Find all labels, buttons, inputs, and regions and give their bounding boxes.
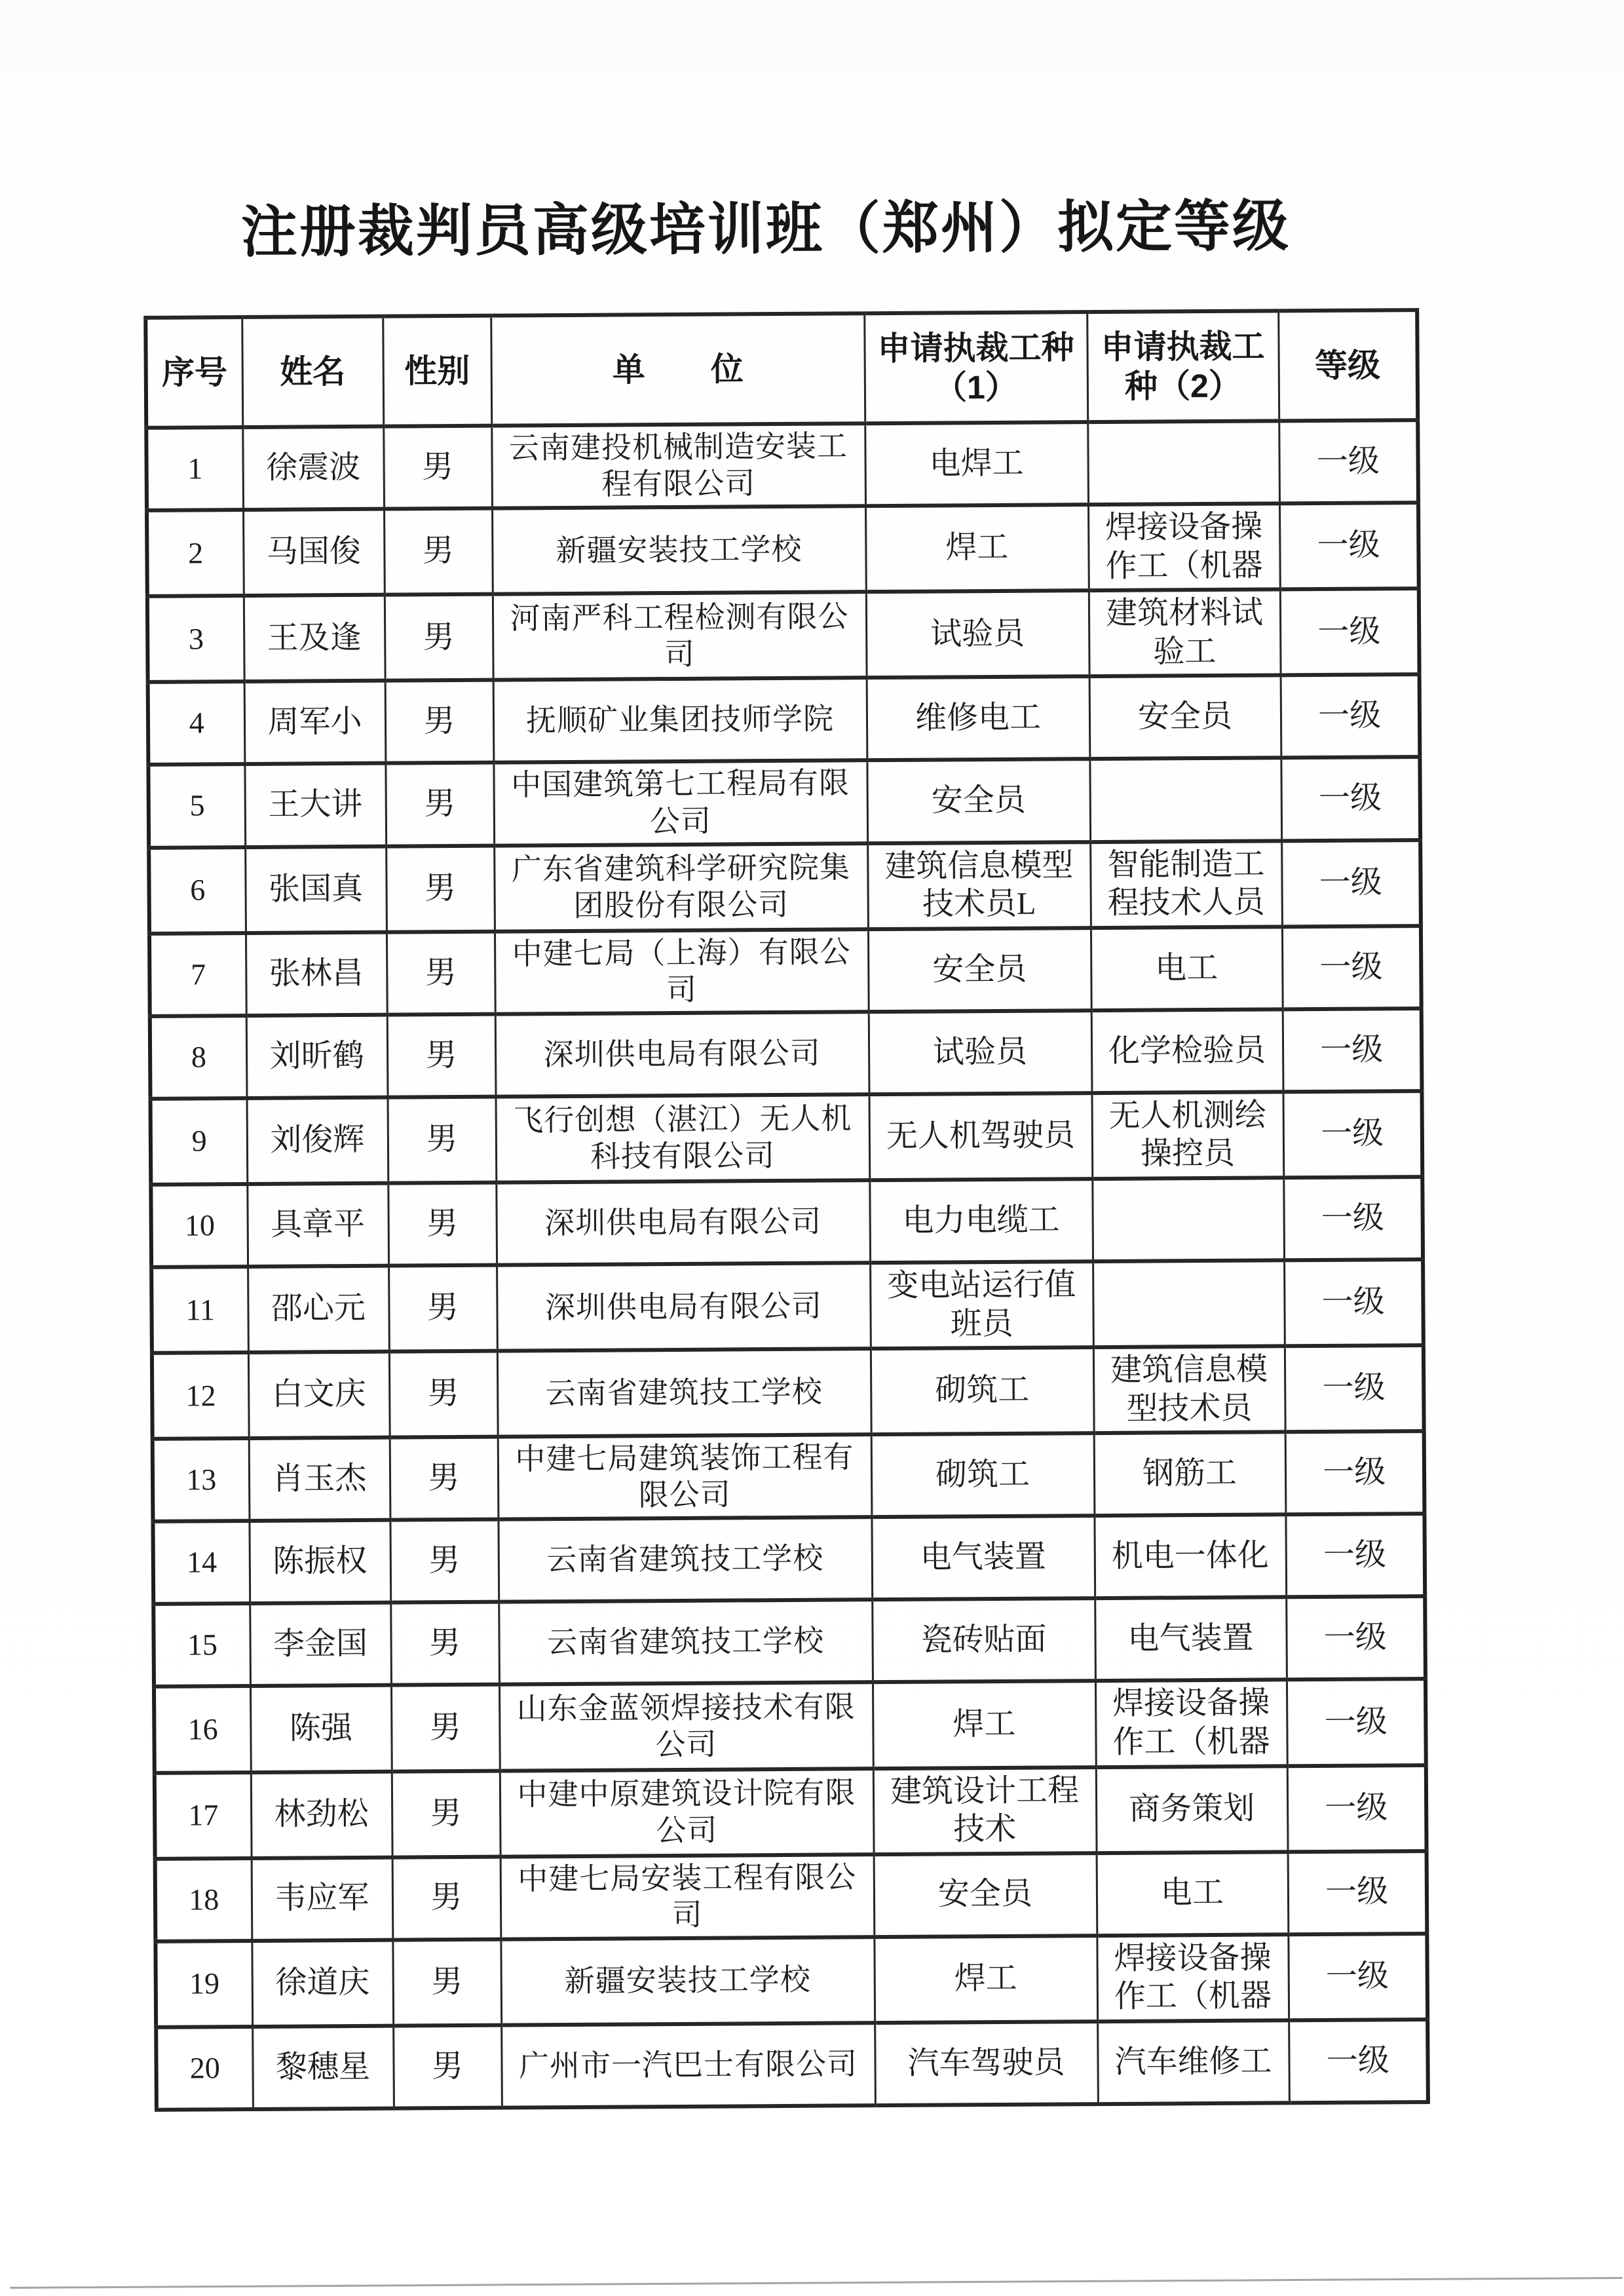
cell-job2: 电工 xyxy=(1091,927,1283,1010)
header-job1: 申请执裁工种 （1） xyxy=(864,312,1087,423)
cell-unit: 抚顺矿业集团技师学院 xyxy=(493,678,867,763)
cell-no: 9 xyxy=(151,1098,248,1185)
cell-grade: 一级 xyxy=(1283,1008,1422,1092)
table-row-14 xyxy=(153,1514,1425,1604)
cell-unit: 中建七局安装工程有限公司 xyxy=(500,1854,875,1940)
cell-job1: 电焊工 xyxy=(865,422,1088,506)
cell-job1: 变电站运行值班员 xyxy=(870,1261,1093,1349)
cell-name: 张国真 xyxy=(245,846,387,932)
cell-grade: 一级 xyxy=(1281,674,1420,757)
cell-job1: 焊工 xyxy=(874,1936,1097,2023)
cell-no: 4 xyxy=(148,681,245,765)
cell-unit: 中建中原建筑设计院有限公司 xyxy=(500,1769,874,1857)
cell-gender: 男 xyxy=(390,1437,499,1520)
cell-no: 5 xyxy=(148,764,245,847)
cell-gender: 男 xyxy=(392,1856,501,1940)
cell-name: 周军小 xyxy=(244,681,386,764)
cell-grade: 一级 xyxy=(1283,1177,1423,1260)
cell-job2: 建筑信息模型技术员 xyxy=(1093,1346,1285,1433)
table-row-17 xyxy=(155,1765,1427,1859)
cell-no: 14 xyxy=(153,1521,250,1604)
cell-job1: 试验员 xyxy=(866,590,1089,678)
cell-job1: 焊工 xyxy=(865,505,1089,592)
table-row-20 xyxy=(156,2019,1428,2110)
cell-name: 刘俊辉 xyxy=(247,1098,388,1184)
cell-job2: 无人机测绘操控员 xyxy=(1091,1092,1283,1179)
cell-job1: 电气装置 xyxy=(871,1516,1095,1600)
cell-grade: 一级 xyxy=(1281,840,1421,927)
cell-gender: 男 xyxy=(390,1602,499,1685)
cell-name: 王及逢 xyxy=(244,595,385,681)
scan-artifact-line xyxy=(10,2277,1623,2289)
cell-name: 马国俊 xyxy=(243,509,385,596)
cell-gender: 男 xyxy=(387,931,495,1014)
header-gender: 性别 xyxy=(383,316,491,427)
cell-no: 19 xyxy=(155,1941,252,2027)
cell-job1: 无人机驾驶员 xyxy=(869,1093,1092,1180)
cell-unit: 中建七局建筑装饰工程有限公司 xyxy=(498,1434,872,1520)
cell-name: 肖玉杰 xyxy=(249,1438,390,1521)
cell-name: 刘昕鹤 xyxy=(246,1015,388,1098)
cell-unit: 广州市一汽巴士有限公司 xyxy=(501,2023,875,2107)
cell-job1: 砌筑工 xyxy=(871,1347,1094,1434)
header-job2: 申请执裁工 种（2） xyxy=(1087,311,1279,422)
cell-name: 韦应军 xyxy=(252,1857,393,1941)
cell-unit: 飞行创想（湛江）无人机科技有限公司 xyxy=(496,1094,870,1183)
table-row-6 xyxy=(149,840,1421,934)
cell-gender: 男 xyxy=(393,2025,502,2109)
table-row-4 xyxy=(148,674,1420,765)
cell-name: 白文庆 xyxy=(248,1352,390,1438)
table-row-10 xyxy=(151,1177,1423,1267)
cell-job2: 汽车维修工 xyxy=(1097,2020,1289,2104)
cell-grade: 一级 xyxy=(1283,1091,1422,1177)
cell-gender: 男 xyxy=(387,1014,496,1098)
cell-grade: 一级 xyxy=(1288,1851,1427,1935)
cell-no: 15 xyxy=(153,1603,250,1687)
cell-unit: 云南省建筑技工学校 xyxy=(499,1600,873,1685)
cell-unit: 山东金蓝领焊接技术有限公司 xyxy=(499,1683,873,1771)
cell-no: 12 xyxy=(152,1352,249,1439)
cell-unit: 深圳供电局有限公司 xyxy=(497,1263,871,1351)
cell-grade: 一级 xyxy=(1281,757,1420,841)
cell-grade: 一级 xyxy=(1279,420,1418,504)
cell-job2: 安全员 xyxy=(1089,676,1281,759)
cell-job1: 维修电工 xyxy=(867,677,1090,761)
header-name: 姓名 xyxy=(242,316,383,427)
table-row-2 xyxy=(147,503,1419,596)
cell-unit: 深圳供电局有限公司 xyxy=(495,1012,869,1096)
cell-job2: 钢筋工 xyxy=(1094,1432,1286,1516)
header-grade: 等级 xyxy=(1278,310,1418,421)
cell-name: 王大讲 xyxy=(244,763,386,847)
table-row-7 xyxy=(149,926,1422,1016)
cell-no: 13 xyxy=(153,1438,250,1521)
cell-job1: 建筑设计工程技术 xyxy=(873,1767,1097,1854)
cell-job1: 瓷砖贴面 xyxy=(872,1599,1095,1683)
cell-job2: 焊接设备操作工（机器 xyxy=(1088,504,1280,591)
table-row-16 xyxy=(154,1679,1426,1772)
table-row-11 xyxy=(151,1259,1424,1353)
table-row-15 xyxy=(153,1596,1426,1687)
cell-gender: 男 xyxy=(391,1685,500,1771)
cell-job1: 试验员 xyxy=(869,1010,1092,1094)
cell-unit: 云南省建筑技工学校 xyxy=(497,1349,871,1437)
page-content xyxy=(143,180,1426,2112)
cell-name: 林劲松 xyxy=(251,1771,392,1858)
header-no: 序号 xyxy=(145,317,242,428)
cell-gender: 男 xyxy=(388,1265,497,1352)
cell-name: 徐震波 xyxy=(242,427,384,510)
cell-grade: 一级 xyxy=(1279,503,1419,589)
cell-gender: 男 xyxy=(385,680,494,763)
cell-name: 徐道庆 xyxy=(252,1940,393,2026)
table-row-12 xyxy=(152,1345,1424,1439)
table-row-18 xyxy=(155,1851,1427,1942)
cell-unit: 云南省建筑技工学校 xyxy=(498,1518,872,1602)
cell-job2: 智能制造工程技术人员 xyxy=(1090,841,1282,928)
cell-unit: 新疆安装技工学校 xyxy=(500,1937,875,2025)
cell-gender: 男 xyxy=(385,594,493,681)
cell-job1: 电力电缆工 xyxy=(869,1179,1093,1263)
cell-job1: 安全员 xyxy=(874,1853,1097,1937)
cell-job1: 汽车驾驶员 xyxy=(875,2021,1098,2105)
cell-job2: 焊接设备操作工（机器 xyxy=(1097,1934,1289,2021)
cell-job2: 商务策划 xyxy=(1096,1766,1288,1853)
cell-gender: 男 xyxy=(392,1939,501,2025)
cell-no: 16 xyxy=(154,1686,251,1772)
cell-gender: 男 xyxy=(392,1770,500,1857)
cell-no: 2 xyxy=(147,510,244,596)
cell-name: 陈强 xyxy=(250,1685,392,1772)
cell-unit: 中建七局（上海）有限公司 xyxy=(495,929,869,1014)
grade-table xyxy=(143,308,1430,2112)
cell-job2: 电气装置 xyxy=(1095,1598,1287,1681)
cell-job2: 建筑材料试验工 xyxy=(1089,590,1281,677)
cell-job2 xyxy=(1093,1260,1285,1347)
header-unit: 单 位 xyxy=(491,313,865,425)
cell-no: 7 xyxy=(149,933,246,1016)
page-title: 注册裁判员高级培训班（郑州）拟定等级 xyxy=(240,195,1291,265)
cell-grade: 一级 xyxy=(1286,1596,1426,1679)
cell-gender: 男 xyxy=(386,845,495,932)
cell-grade: 一级 xyxy=(1287,1765,1427,1852)
cell-job2: 机电一体化 xyxy=(1094,1515,1286,1599)
cell-grade: 一级 xyxy=(1285,1345,1424,1432)
cell-job2: 电工 xyxy=(1097,1852,1289,1936)
cell-job1: 建筑信息模型技术员L xyxy=(867,842,1091,929)
cell-gender: 男 xyxy=(389,1351,498,1438)
cell-no: 10 xyxy=(151,1184,248,1267)
cell-name: 具章平 xyxy=(247,1183,388,1267)
cell-name: 李金国 xyxy=(250,1603,391,1686)
cell-unit: 云南建投机械制造安装工程有限公司 xyxy=(491,423,865,508)
cell-unit: 中国建筑第七工程局有限公司 xyxy=(493,761,867,846)
cell-job1: 安全员 xyxy=(868,928,1091,1012)
cell-job2: 焊接设备操作工（机器 xyxy=(1095,1680,1287,1767)
cell-unit: 河南严科工程检测有限公司 xyxy=(493,592,867,681)
cell-job2 xyxy=(1087,421,1279,505)
cell-grade: 一级 xyxy=(1280,588,1420,675)
cell-no: 1 xyxy=(146,427,243,510)
cell-unit: 广东省建筑科学研究院集团股份有限公司 xyxy=(494,843,868,932)
cell-job2 xyxy=(1089,758,1281,842)
cell-gender: 男 xyxy=(388,1183,497,1266)
cell-gender: 男 xyxy=(390,1520,499,1603)
cell-grade: 一级 xyxy=(1285,1431,1425,1515)
cell-name: 陈振权 xyxy=(249,1520,390,1603)
cell-name: 邵心元 xyxy=(248,1266,389,1352)
cell-job1: 砌筑工 xyxy=(871,1433,1095,1517)
cell-gender: 男 xyxy=(385,763,494,846)
cell-name: 张林昌 xyxy=(246,932,387,1016)
cell-gender: 男 xyxy=(388,1097,497,1183)
table-row-9 xyxy=(151,1091,1423,1185)
table-row-19 xyxy=(155,1934,1427,2027)
cell-job1: 焊工 xyxy=(873,1681,1096,1769)
cell-no: 3 xyxy=(147,596,244,682)
cell-grade: 一级 xyxy=(1282,926,1422,1010)
cell-grade: 一级 xyxy=(1284,1259,1424,1346)
cell-job1: 安全员 xyxy=(867,759,1090,843)
cell-no: 8 xyxy=(150,1016,247,1099)
cell-job2 xyxy=(1092,1177,1284,1261)
cell-grade: 一级 xyxy=(1289,2019,1428,2103)
table-row-13 xyxy=(153,1431,1425,1521)
table-header-row xyxy=(145,310,1418,428)
cell-grade: 一级 xyxy=(1287,1679,1426,1765)
table-row-3 xyxy=(147,588,1420,682)
cell-no: 11 xyxy=(151,1267,248,1353)
cell-unit: 深圳供电局有限公司 xyxy=(496,1180,870,1265)
table-row-8 xyxy=(150,1008,1422,1099)
cell-name: 黎穗星 xyxy=(252,2026,394,2109)
cell-no: 20 xyxy=(156,2027,253,2110)
cell-grade: 一级 xyxy=(1288,1934,1427,2020)
cell-no: 6 xyxy=(149,847,246,934)
cell-no: 17 xyxy=(155,1772,252,1858)
cell-job2: 化学检验员 xyxy=(1091,1009,1283,1093)
cell-gender: 男 xyxy=(384,508,493,595)
table-row-1 xyxy=(146,420,1418,510)
cell-gender: 男 xyxy=(383,426,492,509)
cell-unit: 新疆安装技工学校 xyxy=(492,506,866,594)
table-row-5 xyxy=(148,757,1420,847)
cell-no: 18 xyxy=(155,1858,252,1942)
cell-grade: 一级 xyxy=(1285,1514,1425,1597)
